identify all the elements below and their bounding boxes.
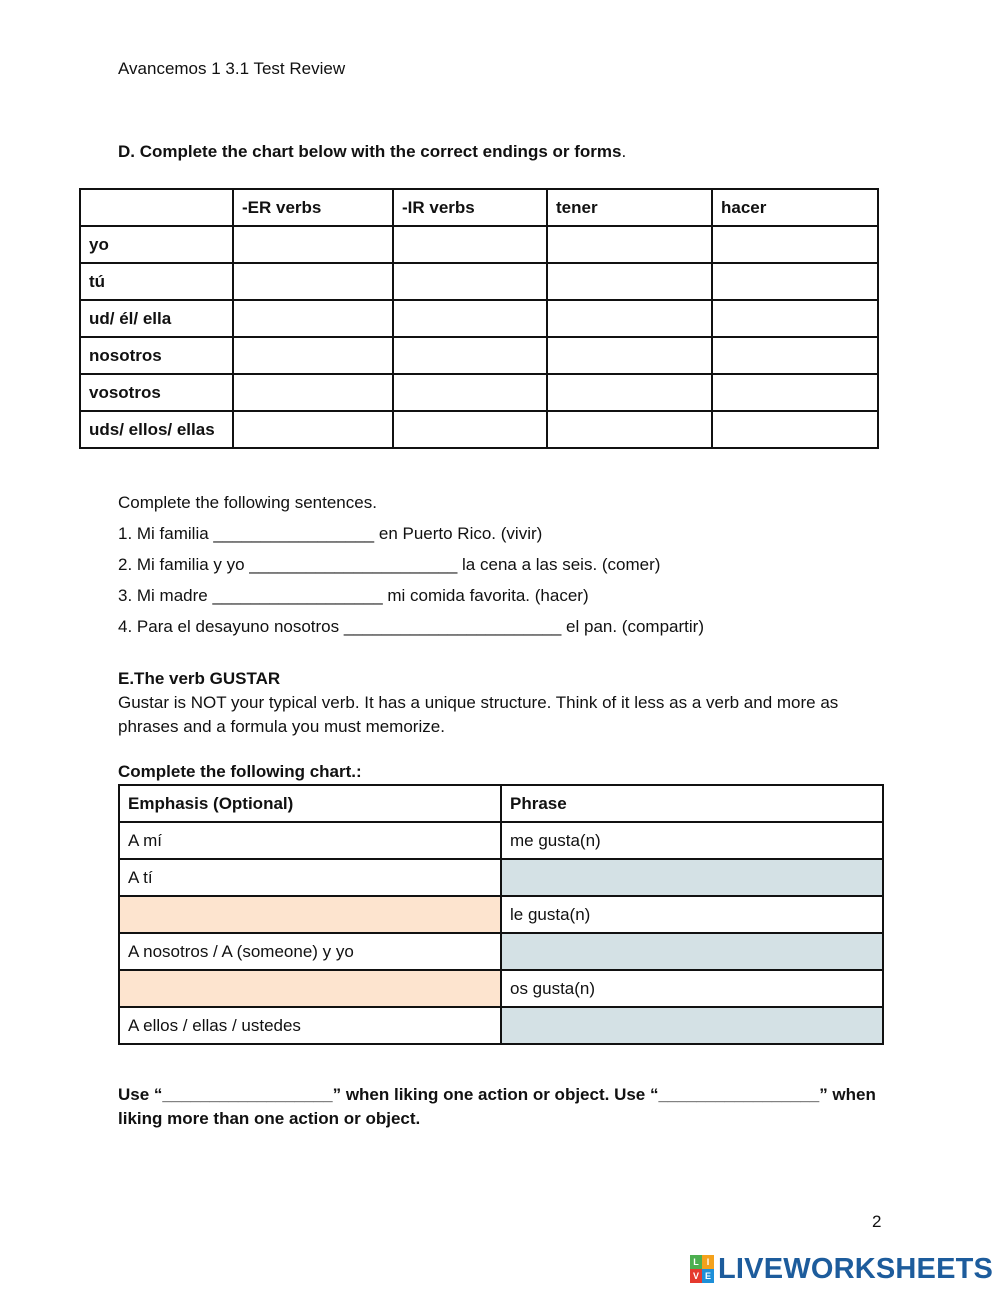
- gustar-emphasis-cell: A mí: [119, 822, 501, 859]
- verb-table-answer-cell[interactable]: [547, 300, 712, 337]
- sentence-exercise: [118, 487, 704, 642]
- verb-table-row: [80, 411, 878, 448]
- gustar-phrase-cell: os gusta(n): [501, 970, 883, 1007]
- gustar-phrase-cell: me gusta(n): [501, 822, 883, 859]
- sentence-item: 1. Mi familia _________________ en Puerto Rico. (vivir): [118, 524, 543, 543]
- verb-table-row: [80, 374, 878, 411]
- section-e-title: E.The verb GUSTAR: [118, 669, 281, 688]
- gustar-table-row: [119, 970, 883, 1007]
- verb-table-answer-cell[interactable]: [393, 300, 547, 337]
- verb-table-answer-cell[interactable]: [712, 263, 878, 300]
- sentence-item: 3. Mi madre __________________ mi comida favorita. (hacer): [118, 586, 589, 605]
- verb-table-answer-cell[interactable]: [712, 374, 878, 411]
- page-number: 2: [872, 1212, 882, 1231]
- verb-table-answer-cell[interactable]: [712, 226, 878, 263]
- verb-table-header-row: [80, 189, 878, 226]
- gustar-table-row: [119, 1007, 883, 1044]
- document-title: Avancemos 1 3.1 Test Review: [118, 59, 346, 78]
- verb-table-answer-cell[interactable]: [393, 411, 547, 448]
- verb-table-row: [80, 226, 878, 263]
- gustar-header-emphasis: Emphasis (Optional): [119, 785, 501, 822]
- verb-table-pronoun-cell: tú: [80, 263, 233, 300]
- verb-table-answer-cell[interactable]: [393, 337, 547, 374]
- gustar-emphasis-answer-box[interactable]: [119, 970, 501, 1007]
- verb-table-answer-cell[interactable]: [547, 411, 712, 448]
- verb-table-answer-cell[interactable]: [233, 374, 393, 411]
- verb-table-answer-cell[interactable]: [233, 300, 393, 337]
- gustar-header-phrase: Phrase: [501, 785, 883, 822]
- verb-table-answer-cell[interactable]: [547, 263, 712, 300]
- verb-table-answer-cell[interactable]: [547, 337, 712, 374]
- verb-conjugation-table: [79, 188, 879, 449]
- verb-table-header-hacer: hacer: [712, 189, 878, 226]
- verb-table-pronoun-cell: nosotros: [80, 337, 233, 374]
- sentence-item: 4. Para el desayuno nosotros _______________________ el pan. (compartir): [118, 617, 704, 636]
- verb-table-row: [80, 300, 878, 337]
- section-e: [118, 667, 888, 739]
- verb-table-answer-cell[interactable]: [393, 263, 547, 300]
- gustar-emphasis-cell: A tí: [119, 859, 501, 896]
- gustar-table-row: [119, 859, 883, 896]
- liveworksheets-logo[interactable]: [690, 1252, 993, 1286]
- verb-table-answer-cell[interactable]: [233, 263, 393, 300]
- gustar-emphasis-cell: A nosotros / A (someone) y yo: [119, 933, 501, 970]
- section-d-heading: D. Complete the chart below with the correct endings or forms.: [118, 142, 627, 161]
- verb-table-row: [80, 337, 878, 374]
- verb-table-header-ir: -IR verbs: [393, 189, 547, 226]
- verb-table-answer-cell[interactable]: [233, 337, 393, 374]
- gustar-table-row: [119, 896, 883, 933]
- verb-table-pronoun-cell: vosotros: [80, 374, 233, 411]
- verb-table-corner-cell: [80, 189, 233, 226]
- verb-table-answer-cell[interactable]: [547, 374, 712, 411]
- gustar-table: [118, 784, 884, 1045]
- gustar-table-row: [119, 933, 883, 970]
- gustar-emphasis-cell: A ellos / ellas / ustedes: [119, 1007, 501, 1044]
- verb-table-pronoun-cell: yo: [80, 226, 233, 263]
- gustar-table-header-row: [119, 785, 883, 822]
- gustar-phrase-answer-box[interactable]: [501, 1007, 883, 1044]
- sentence-item: 2. Mi familia y yo ______________________ la cena a las seis. (comer): [118, 555, 661, 574]
- verb-table-answer-cell[interactable]: [393, 374, 547, 411]
- verb-table-answer-cell[interactable]: [712, 337, 878, 374]
- gustar-phrase-answer-box[interactable]: [501, 859, 883, 896]
- verb-table-answer-cell[interactable]: [712, 411, 878, 448]
- gustar-chart-label: Complete the following chart.:: [118, 762, 362, 781]
- verb-table-answer-cell[interactable]: [547, 226, 712, 263]
- verb-table-header-er: -ER verbs: [233, 189, 393, 226]
- gustar-phrase-cell: le gusta(n): [501, 896, 883, 933]
- verb-table-answer-cell[interactable]: [233, 411, 393, 448]
- gustar-usage-note: Use “__________________” when liking one action or object. Use “_________________” when liking more than one action or object.: [118, 1085, 876, 1128]
- verb-table-answer-cell[interactable]: [712, 300, 878, 337]
- liveworksheets-logo-icon: L I V E: [690, 1255, 714, 1283]
- gustar-table-row: [119, 822, 883, 859]
- verb-table-answer-cell[interactable]: [233, 226, 393, 263]
- liveworksheets-logo-text: LIVEWORKSHEETS: [718, 1252, 994, 1285]
- verb-table-pronoun-cell: uds/ ellos/ ellas: [80, 411, 233, 448]
- sentences-intro: Complete the following sentences.: [118, 493, 377, 512]
- verb-table-pronoun-cell: ud/ él/ ella: [80, 300, 233, 337]
- gustar-phrase-answer-box[interactable]: [501, 933, 883, 970]
- gustar-emphasis-answer-box[interactable]: [119, 896, 501, 933]
- verb-table-row: [80, 263, 878, 300]
- verb-table-header-tener: tener: [547, 189, 712, 226]
- section-e-description: Gustar is NOT your typical verb. It has a unique structure. Think of it less as a verb and more as phrases and a formula you must memorize.: [118, 693, 839, 736]
- verb-table-answer-cell[interactable]: [393, 226, 547, 263]
